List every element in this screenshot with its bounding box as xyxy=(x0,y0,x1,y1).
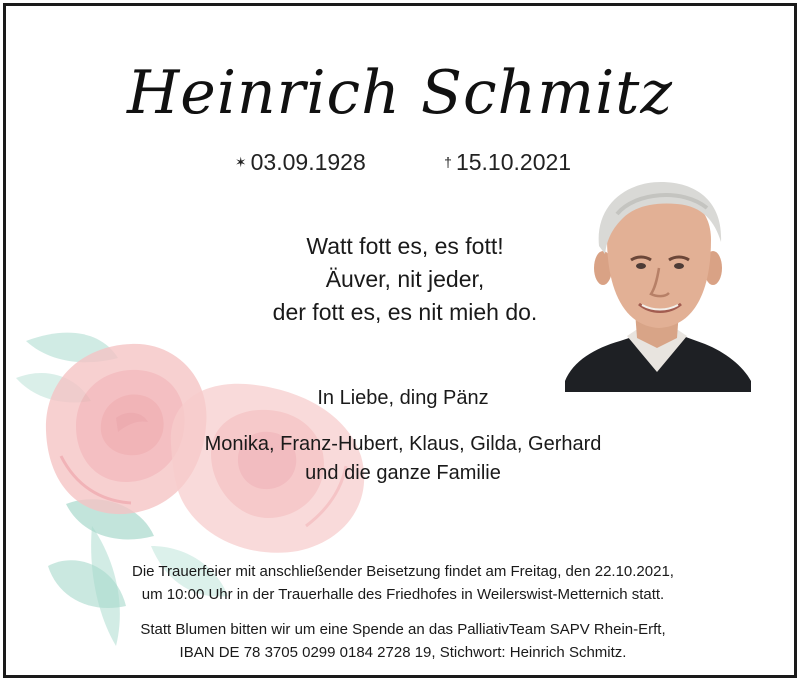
family-line: Monika, Franz-Hubert, Klaus, Gilda, Gerhard xyxy=(204,433,602,455)
star-icon: ✶ xyxy=(234,154,247,170)
deceased-name: Heinrich Schmitz xyxy=(126,58,673,128)
poem-line: Äuver, nit jeder, xyxy=(325,266,485,292)
birth-date-group xyxy=(235,149,372,175)
donation-line: IBAN DE 78 3705 0299 0184 2728 19, Stichwort: Heinrich Schmitz. xyxy=(179,644,627,661)
ceremony-info xyxy=(6,560,797,606)
portrait-photo xyxy=(565,176,751,392)
life-dates xyxy=(6,149,797,176)
ceremony-line: Die Trauerfeier mit anschließender Beisetzung findet am Freitag, den 22.10.2021, xyxy=(132,563,674,580)
donation-info xyxy=(6,618,797,664)
poem-line: Watt fott es, es fott! xyxy=(306,233,504,259)
death-date: 15.10.2021 xyxy=(455,149,572,175)
family-greeting: In Liebe, ding Pänz xyxy=(317,387,489,409)
family-names xyxy=(6,430,797,488)
family-line: und die ganze Familie xyxy=(305,462,501,484)
poem-verse xyxy=(240,230,570,329)
donation-line: Statt Blumen bitten wir um eine Spende an das PalliativTeam SAPV Rhein-Erft, xyxy=(140,621,666,638)
poem-line: der fott es, es nit mieh do. xyxy=(272,299,538,325)
cross-icon: † xyxy=(444,154,452,170)
obituary-card xyxy=(3,3,797,678)
ceremony-line: um 10:00 Uhr in der Trauerhalle des Friedhofes in Weilerswist-Metternich statt. xyxy=(141,586,665,603)
death-date-group xyxy=(444,149,571,175)
birth-date: 03.09.1928 xyxy=(250,149,366,175)
